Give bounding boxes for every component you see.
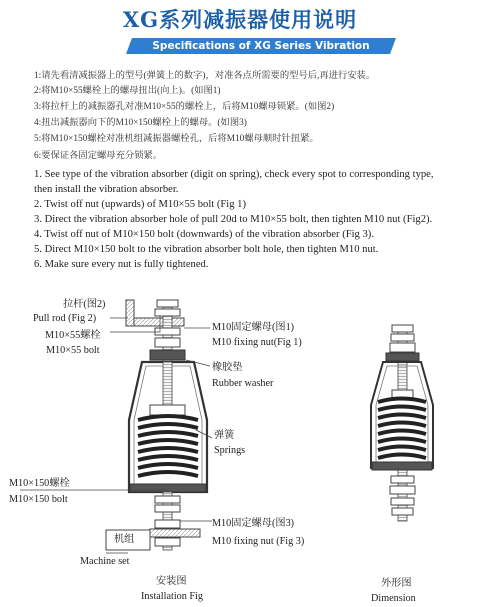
instruction-cn-5: 5:将M10×150螺栓对准机组减振器螺栓孔，后将M10螺母顺时针扭紧。: [34, 134, 319, 144]
banner-text: Specifications of XG Series Vibration Absorber: [152, 40, 370, 68]
label-pull-rod-cn: 拉杆(图2): [63, 299, 106, 310]
label-springs-en: Springs: [214, 445, 246, 456]
caption-install-cn: 安装图: [156, 576, 187, 587]
label-bolt150-cn: M10×150螺栓: [9, 478, 70, 489]
label-machine-set: Machine set: [80, 556, 130, 567]
instruction-cn-2: 2:将M10×55螺栓上的螺母扭出(向上)。(如图1): [34, 86, 221, 96]
instruction-cn-4: 4:扭出减振器向下的M10×150螺栓上的螺母。(如图3): [34, 118, 247, 128]
instruction-en-2: 2. Twist off nut (upwards) of M10×55 bolt (Fig 1): [34, 199, 246, 210]
instruction-en-1b: then install the vibration absorber.: [34, 184, 179, 195]
instruction-cn-3: 3:将拉杆上的减振器孔对准M10×55的螺栓上，后将M10螺母锁紧。(如图2): [34, 102, 335, 112]
instruction-en-4: 4. Twist off nut of M10×150 bolt (downwards) of the vibration absorber (Fig 3).: [34, 229, 374, 240]
rubber-washer: [150, 350, 185, 360]
label-washer-en: Rubber washer: [212, 378, 274, 389]
label-bolt55-cn: M10×55螺栓: [45, 330, 101, 341]
label-nut3-en: M10 fixing nut (Fig 3): [212, 536, 305, 547]
label-washer-cn: 橡胶垫: [212, 362, 243, 373]
label-nut1-cn: M10固定螺母(图1): [212, 322, 295, 333]
base-plate: [130, 484, 206, 492]
instruction-en-5: 5. Direct M10×150 bolt to the vibration absorber bolt hole, then tighten M10 nut.: [34, 244, 379, 255]
label-bolt55-en: M10×55 bolt: [46, 345, 100, 356]
label-machine-box: 机组: [114, 534, 135, 545]
page-title: XG系列减振器使用说明: [122, 7, 358, 32]
instruction-en-3: 3. Direct the vibration absorber hole of pull 20d to M10×55 bolt, then tighten M10 nut (Fig2).: [34, 214, 433, 225]
caption-dimension-cn: 外形图: [381, 578, 412, 589]
bottom-bolt-m10x150: [155, 492, 180, 550]
label-nut3-cn: M10固定螺母(图3): [212, 518, 295, 529]
dimension-drawing: [371, 325, 433, 521]
label-pull-rod-en: Pull rod (Fig 2): [33, 313, 97, 324]
instruction-cn-6: 6:要保证各固定螺母充分锁紧。: [34, 151, 163, 161]
instruction-cn-1: 1:请先看清减振器上的型号(弹簧上的数字)，对准各点所需要的型号后,再进行安装。: [34, 71, 376, 81]
spring: [138, 416, 198, 484]
instruction-en-1: 1. See type of the vibration absorber (digit on spring), check every spot to corresponding type,: [34, 169, 434, 180]
instruction-en-6: 6. Make sure every nut is fully tightened.: [34, 259, 209, 270]
caption-install-en: Installation Fig: [141, 591, 203, 602]
label-bolt150-en: M10×150 bolt: [9, 494, 68, 505]
label-springs-cn: 弹簧: [214, 430, 235, 441]
caption-dimension-en: Dimension: [371, 593, 416, 604]
label-nut1-en: M10 fixing nut(Fig 1): [212, 337, 302, 348]
